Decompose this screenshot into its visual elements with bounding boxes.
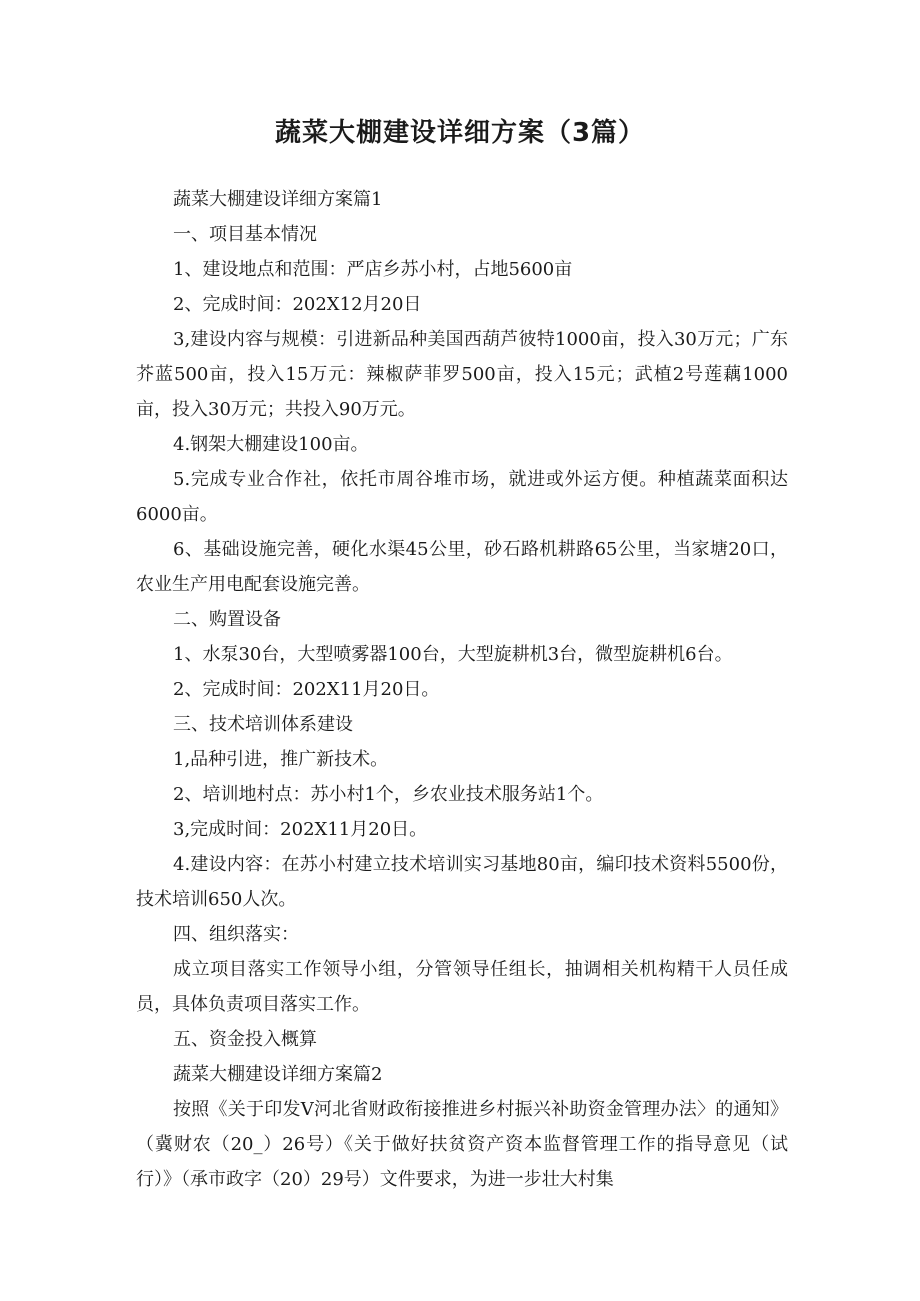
paragraph: 1、水泵30台，大型喷雾器100台，大型旋耕机3台，微型旋耕机6台。 [173,644,733,665]
paragraph: 1,品种引进，推广新技术。 [173,749,389,770]
paragraph: 1、建设地点和范围：严店乡苏小村，占地5600亩 [173,259,573,280]
paragraph: 四、组织落实： [173,924,299,945]
paragraph: 三、技术培训体系建设 [173,714,353,735]
document-body [136,182,788,1197]
paragraph: 2、完成时间：202X12月20日 [173,294,422,315]
paragraph: 3,完成时间：202X11月20日。 [173,819,428,840]
paragraph: 一、项目基本情况 [173,224,317,245]
paragraph: 2、培训地村点：苏小村1个，乡农业技术服务站1个。 [173,784,604,805]
paragraph: 3,建设内容与规模：引进新品种美国西葫芦彼特1000亩，投入30万元；广东芥蓝500亩，投入15万元：辣椒萨菲罗500亩，投入15元；武植2号莲藕1000亩，投入30万元；共投入90万元。 [136,329,788,420]
paragraph: 2、完成时间：202X11月20日。 [173,679,440,700]
paragraph: 6、基础设施完善，硬化水渠45公里，砂石路机耕路65公里，当家塘20口，农业生产用电配套设施完善。 [136,539,788,595]
document-title: 蔬菜大棚建设详细方案（3篇） [274,118,646,148]
paragraph: 蔬菜大棚建设详细方案篇1 [173,189,383,210]
paragraph: 按照《关于印发V河北省财政衔接推进乡村振兴补助资金管理办法〉的通知》（冀财农（20_）26号）《关于做好扶贫资产资本监督管理工作的指导意见（试行）》（承市政字（20）29号）文件要求，为进一步壮大村集 [136,1099,788,1190]
paragraph: 二、购置设备 [173,609,281,630]
paragraph: 4.钢架大棚建设100亩。 [173,434,369,455]
paragraph: 4.建设内容：在苏小村建立技术培训实习基地80亩，编印技术资料5500份，技术培训650人次。 [136,854,788,910]
paragraph: 五、资金投入概算 [173,1029,317,1050]
paragraph: 5.完成专业合作社，依托市周谷堆市场，就进或外运方便。种植蔬菜面积达6000亩。 [136,469,788,525]
paragraph: 蔬菜大棚建设详细方案篇2 [173,1064,383,1085]
paragraph: 成立项目落实工作领导小组，分管领导任组长，抽调相关机构精干人员任成员，具体负责项目落实工作。 [136,959,788,1015]
